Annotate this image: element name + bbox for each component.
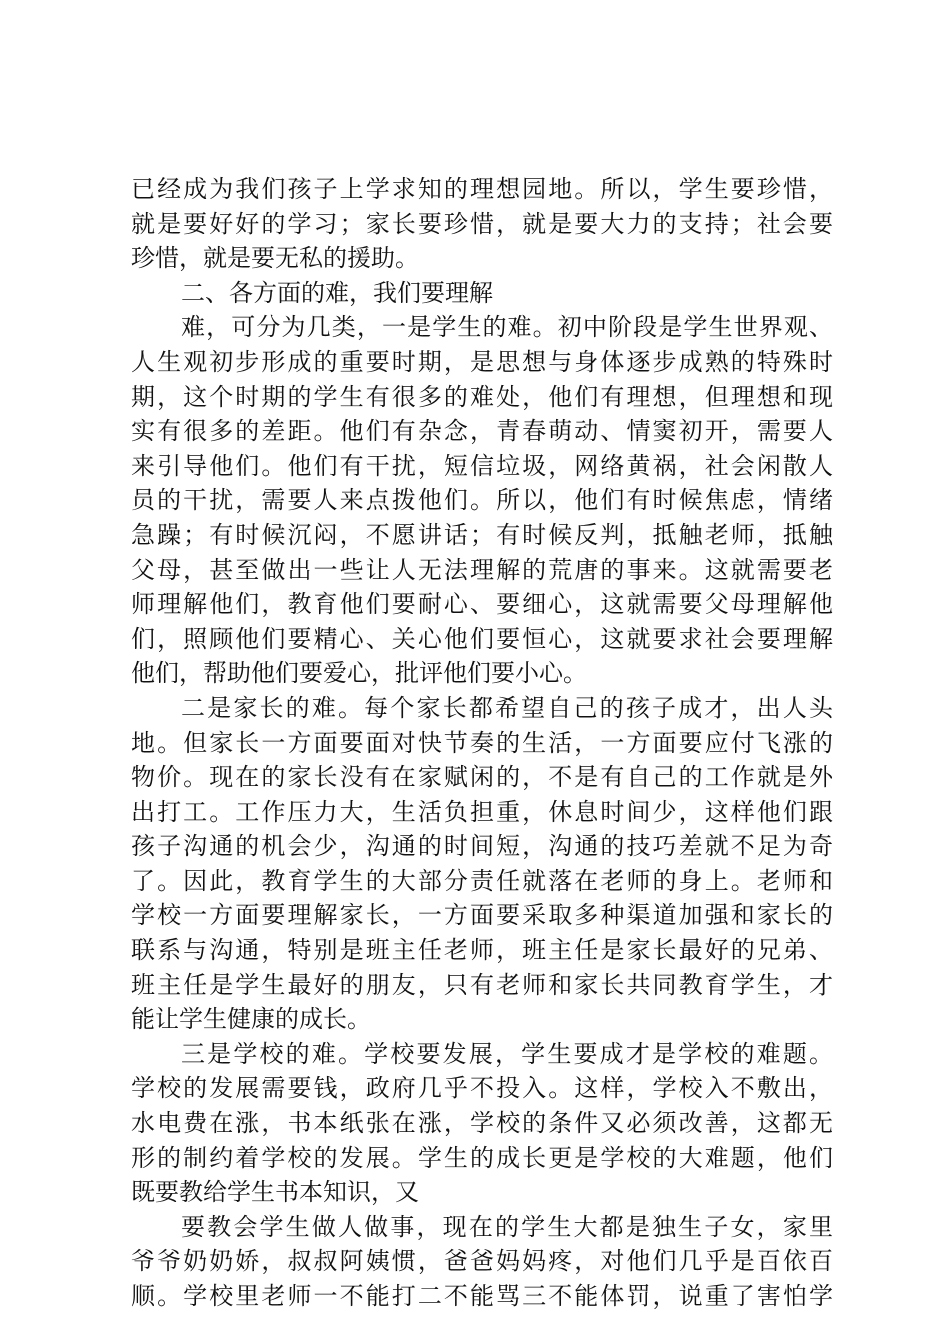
text-line: 出打工。工作压力大，生活负担重，休息时间少，这样他们跟	[131, 797, 833, 826]
text-line: 员的干扰，需要人来点拨他们。所以，他们有时候焦虑，情绪	[131, 486, 833, 515]
text-line: 父母，甚至做出一些让人无法理解的荒唐的事来。这就需要老	[131, 555, 833, 584]
text-line: 了。因此，教育学生的大部分责任就落在老师的身上。老师和	[131, 866, 833, 895]
text-line: 他们，帮助他们要爱心，批评他们要小心。	[131, 659, 587, 688]
text-line: 孩子沟通的机会少，沟通的时间短，沟通的技巧差就不足为奇	[131, 832, 833, 861]
text-line: 已经成为我们孩子上学求知的理想园地。所以，学生要珍惜，	[131, 175, 833, 203]
text-line: 要教会学生做人做事，现在的学生大都是独生子女，家里	[181, 1212, 833, 1241]
text-line: 班主任是学生最好的朋友，只有老师和家长共同教育学生，才	[131, 970, 833, 999]
text-line: 期，这个时期的学生有很多的难处，他们有理想，但理想和现	[131, 382, 833, 411]
text-line: 珍惜，就是要无私的援助。	[131, 244, 419, 273]
text-line: 来引导他们。他们有干扰，短信垃圾，网络黄祸，社会闲散人	[131, 451, 833, 480]
text-line: 地。但家长一方面要面对快节奏的生活，一方面要应付飞涨的	[131, 728, 833, 757]
text-line: 顺。学校里老师一不能打二不能骂三不能体罚，说重了害怕学	[131, 1282, 833, 1310]
text-line: 急躁；有时候沉闷，不愿讲话；有时候反判，抵触老师，抵触	[131, 520, 833, 549]
text-line: 学校一方面要理解家长，一方面要采取多种渠道加强和家长的	[131, 901, 833, 930]
text-line: 难，可分为几类，一是学生的难。初中阶段是学生世界观、	[181, 313, 833, 342]
text-line: 物价。现在的家长没有在家赋闲的，不是有自己的工作就是外	[131, 763, 833, 792]
text-line: 师理解他们，教育他们要耐心、要细心，这就需要父母理解他	[131, 590, 833, 619]
section-heading: 二、各方面的难，我们要理解	[181, 278, 493, 307]
text-line: 们，照顾他们要精心、关心他们要恒心，这就要求社会要理解	[131, 624, 833, 653]
text-line: 既要教给学生书本知识，又	[131, 1178, 419, 1207]
text-line: 爷爷奶奶娇，叔叔阿姨惯，爸爸妈妈疼，对他们几乎是百依百	[131, 1247, 833, 1276]
body-text	[131, 172, 833, 1314]
text-line: 学校的发展需要钱，政府几乎不投入。这样，学校入不敷出，	[131, 1074, 833, 1103]
text-line: 人生观初步形成的重要时期，是思想与身体逐步成熟的特殊时	[131, 347, 833, 376]
text-line: 联系与沟通，特别是班主任老师，班主任是家长最好的兄弟、	[131, 936, 833, 965]
text-line: 实有很多的差距。他们有杂念，青春萌动、情窦初开，需要人	[131, 417, 833, 446]
text-line: 水电费在涨，书本纸张在涨，学校的条件又必须改善，这都无	[131, 1109, 833, 1138]
text-line: 形的制约着学校的发展。学生的成长更是学校的大难题，他们	[131, 1143, 833, 1172]
text-line: 二是家长的难。每个家长都希望自己的孩子成才，出人头	[181, 693, 833, 722]
text-line: 三是学校的难。学校要发展，学生要成才是学校的难题。	[181, 1039, 833, 1068]
text-line: 能让学生健康的成长。	[131, 1005, 371, 1034]
text-line: 就是要好好的学习；家长要珍惜，就是要大力的支持；社会要	[131, 209, 833, 238]
